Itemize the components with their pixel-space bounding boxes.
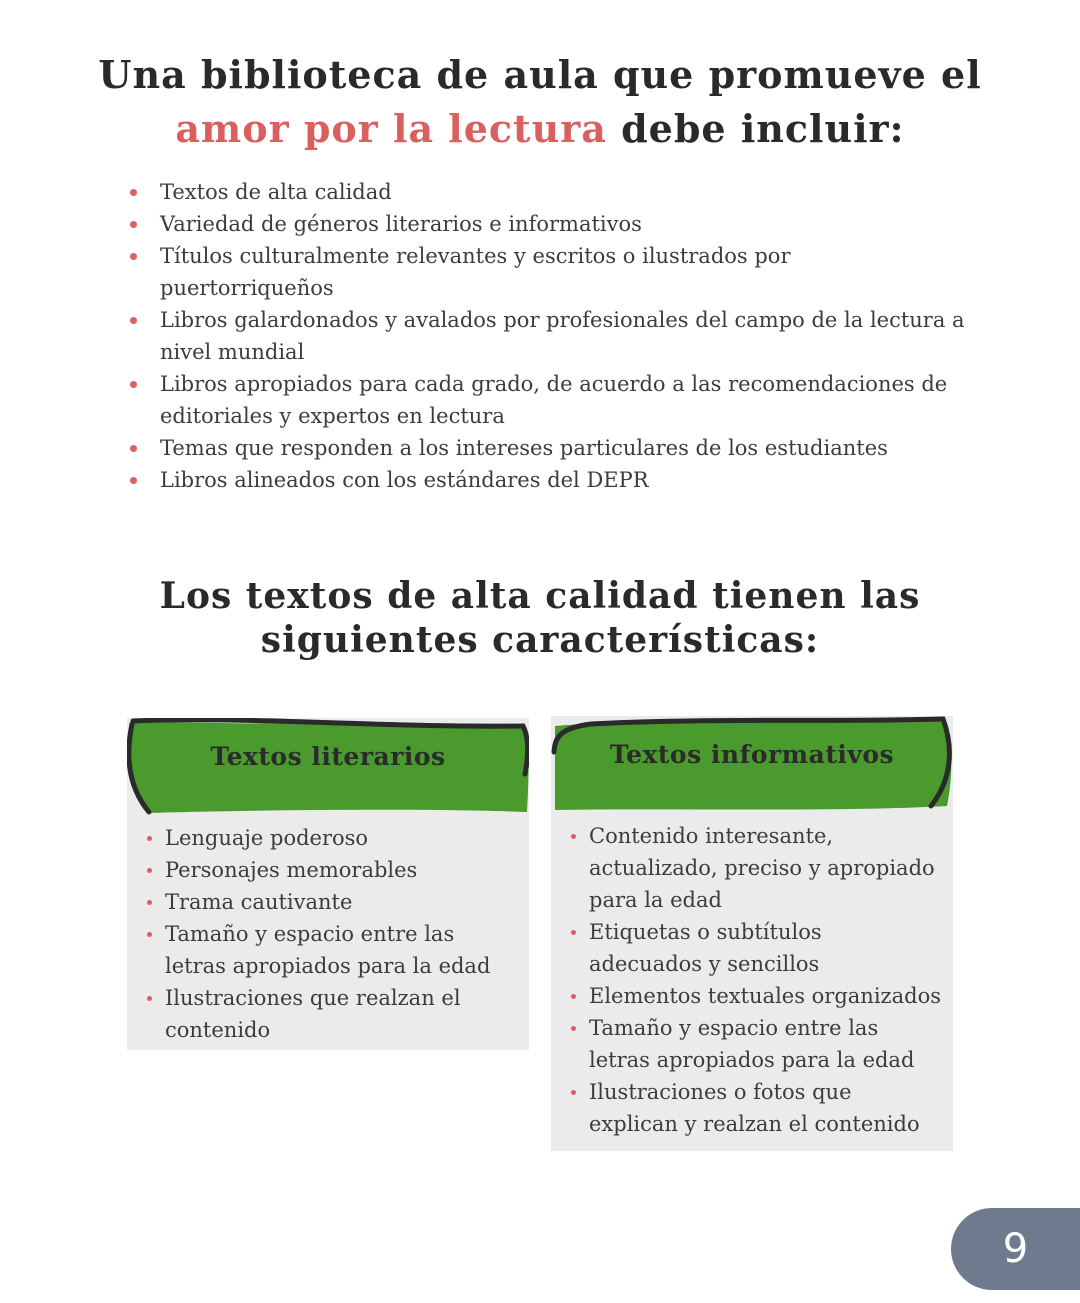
section-title-line-2: siguientes características: (260, 619, 820, 661)
card-textos-informativos (551, 716, 953, 1151)
list-item (569, 916, 941, 980)
list-item-text: Etiquetas o subtítulos adecuados y sencillos (589, 920, 822, 976)
list-item-text: Tamaño y espacio entre las letras apropiados para la edad (589, 1016, 915, 1072)
list-item (145, 982, 517, 1046)
bullet-icon (130, 317, 137, 324)
list-item (569, 1012, 941, 1076)
title-accent: amor por la lectura (175, 106, 607, 151)
title-line-1: Una biblioteca de aula que promueve el (98, 52, 982, 97)
list-item-text: Contenido interesante, actualizado, preciso y apropiado para la edad (589, 824, 935, 912)
list-item-text: Trama cautivante (165, 890, 353, 914)
list-item (126, 240, 966, 304)
card-header (551, 716, 953, 814)
list-item (126, 368, 966, 432)
list-item (126, 464, 966, 496)
list-item-text: Ilustraciones que realzan el contenido (165, 986, 461, 1042)
list-item-text: Libros galardonados y avalados por profesionales del campo de la lectura a nivel mundial (160, 308, 965, 364)
list-item-text: Libros alineados con los estándares del DEPR (160, 468, 649, 492)
list-item (126, 176, 966, 208)
list-item (569, 820, 941, 916)
bullet-icon (571, 930, 576, 935)
list-item-text: Tamaño y espacio entre las letras apropiados para la edad (165, 922, 491, 978)
page-number-badge (951, 1208, 1080, 1290)
list-item-text: Ilustraciones o fotos que explican y realzan el contenido (589, 1080, 920, 1136)
bullet-icon (147, 932, 152, 937)
bullet-icon (130, 189, 137, 196)
section-title (0, 574, 1080, 662)
bullet-icon (571, 834, 576, 839)
bullet-icon (571, 994, 576, 999)
list-item-text: Variedad de géneros literarios e informativos (160, 212, 642, 236)
title-rest: debe incluir: (606, 106, 905, 151)
bullet-icon (130, 253, 137, 260)
title-line-2 (0, 102, 1080, 156)
list-item-text: Títulos culturalmente relevantes y escritos o ilustrados por puertorriqueños (160, 244, 791, 300)
bullet-icon (130, 477, 137, 484)
list-item-text: Personajes memorables (165, 858, 418, 882)
list-item (126, 208, 966, 240)
list-item-text: Temas que responden a los intereses particulares de los estudiantes (160, 436, 888, 460)
bullet-icon (130, 221, 137, 228)
bullet-icon (130, 381, 137, 388)
bullet-icon (147, 996, 152, 1001)
card-title: Textos literarios (210, 742, 446, 771)
card-list (145, 822, 517, 1046)
page-title (0, 48, 1080, 156)
page-number: 9 (1002, 1226, 1029, 1272)
card-title: Textos informativos (609, 740, 895, 769)
bullet-icon (147, 836, 152, 841)
card-list (569, 820, 941, 1140)
list-item (145, 822, 517, 854)
list-item (145, 854, 517, 886)
bullet-icon (147, 868, 152, 873)
list-item (126, 432, 966, 464)
bullet-icon (571, 1026, 576, 1031)
list-item-text: Lenguaje poderoso (165, 826, 369, 850)
bullet-icon (571, 1090, 576, 1095)
list-item (569, 980, 941, 1012)
list-item (145, 918, 517, 982)
card-header (127, 718, 529, 816)
list-item (145, 886, 517, 918)
list-item-text: Elementos textuales organizados (589, 984, 941, 1008)
section-title-line-1: Los textos de alta calidad tienen las (159, 575, 921, 617)
list-item (126, 304, 966, 368)
bullet-icon (147, 900, 152, 905)
list-item-text: Textos de alta calidad (160, 180, 392, 204)
requirements-list (126, 176, 966, 496)
card-textos-literarios (127, 718, 529, 1050)
bullet-icon (130, 445, 137, 452)
list-item-text: Libros apropiados para cada grado, de acuerdo a las recomendaciones de editoriales y expertos en lectura (160, 372, 948, 428)
list-item (569, 1076, 941, 1140)
